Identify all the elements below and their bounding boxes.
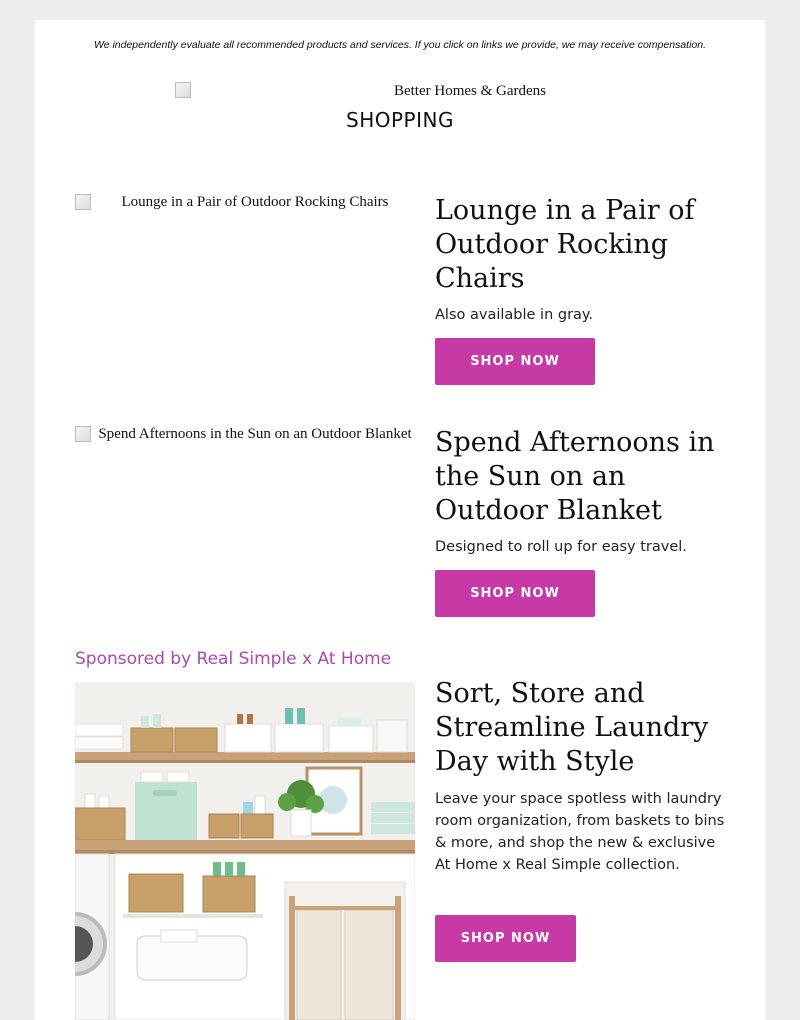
laundry-room-illustration [75,682,415,1020]
laundry-room-image[interactable] [75,682,415,1020]
disclaimer-text: We independently evaluate all recommended products and services. If you click on links we provide, we may receive compensation. [93,39,707,51]
product-title[interactable]: Spend Afternoons in the Sun on an Outdoor Blanket [435,427,715,526]
logo-alt-text: Better Homes & Gardens [393,83,547,99]
product-image-outdoor-blanket[interactable] [75,426,415,443]
sponsored-description: Leave your space spotless with laundry room organization, from baskets to bins & more, and shop the new & exclusive At Home x Real Simple collection. [435,791,725,873]
shop-now-button[interactable]: SHOP NOW [435,570,595,617]
product-image-rocking-chairs[interactable] [75,194,415,211]
email-card [35,20,765,1020]
broken-image-icon [75,194,91,210]
broken-image-icon [175,82,191,98]
shop-now-button[interactable]: SHOP NOW [435,915,576,962]
product-image-alt: Lounge in a Pair of Outdoor Rocking Chairs [121,194,389,210]
broken-image-icon [75,426,91,442]
product-title[interactable]: Lounge in a Pair of Outdoor Rocking Chairs [435,195,695,294]
product-image-alt: Spend Afternoons in the Sun on an Outdoor Blanket [98,426,412,442]
product-description: Designed to roll up for easy travel. [435,539,687,555]
shop-now-button[interactable]: SHOP NOW [435,338,595,385]
logo-link[interactable] [35,82,765,100]
sponsored-label: Sponsored by Real Simple x At Home [75,649,392,669]
sponsored-title[interactable]: Sort, Store and Streamline Laundry Day with Style [435,678,709,777]
section-title: SHOPPING [346,108,454,132]
product-description: Also available in gray. [435,307,594,323]
